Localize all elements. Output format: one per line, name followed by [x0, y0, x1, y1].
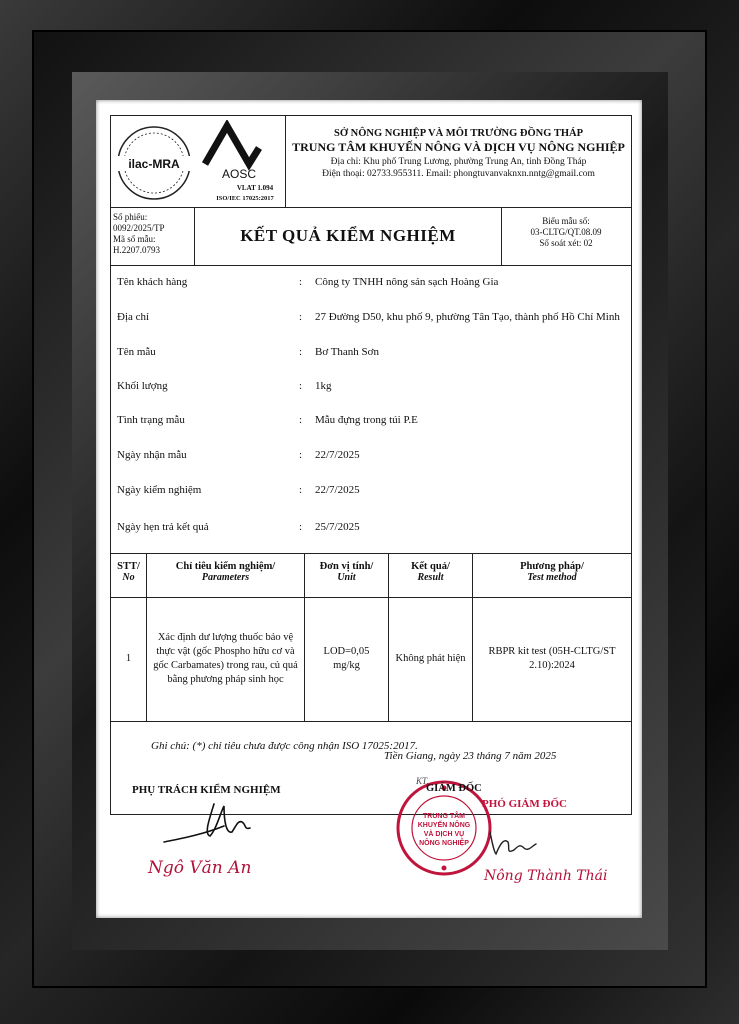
sample-info: [111, 265, 631, 554]
info-value: Bơ Thanh Sơn: [315, 346, 379, 358]
header-unit: Đơn vị tính/ Unit: [305, 553, 389, 597]
form-info: [501, 207, 631, 265]
cell-method: RBPR kit test (05H-CLTG/ST 2.10):2024: [488, 646, 616, 671]
sample-code: H.2207.0793: [113, 245, 160, 255]
organization-info: [286, 116, 631, 207]
info-row: [111, 521, 631, 541]
center-name: TRUNG TÂM KHUYẾN NÔNG VÀ DỊCH VỤ NÔNG NGHIỆP: [292, 140, 625, 154]
footnote: Ghi chú: (*) chỉ tiêu chưa được công nhận ISO 17025:2017.: [151, 740, 418, 752]
vice-director-name: Nông Thành Thái: [484, 868, 608, 884]
ticket-number: 0092/2025/TP: [113, 223, 165, 233]
header-method: Phương pháp/ Test method: [520, 561, 584, 583]
info-row: [111, 414, 631, 434]
info-value: 25/7/2025: [315, 521, 360, 533]
info-row: [111, 484, 631, 504]
form-number: 03-CLTG/QT.08.09: [530, 227, 602, 237]
svg-text:VÀ DỊCH VỤ: VÀ DỊCH VỤ: [423, 831, 465, 838]
info-row: [111, 276, 631, 296]
cell-result: Không phát hiện: [389, 597, 473, 721]
info-label: Tên mẫu: [117, 346, 156, 358]
table-row: [111, 597, 631, 721]
test-result-document: [110, 115, 632, 815]
aosc-logo-text: AOSC: [221, 167, 257, 181]
responsible-title: PHỤ TRÁCH KIỂM NGHIỆM: [132, 784, 281, 796]
info-value: 22/7/2025: [315, 484, 360, 496]
info-label: Ngày nhận mẫu: [117, 449, 187, 461]
info-row: [111, 449, 631, 469]
accreditation-logos: [111, 116, 286, 207]
svg-text:KHUYẾN NÔNG: KHUYẾN NÔNG: [417, 822, 471, 829]
svg-text:TRUNG TÂM: TRUNG TÂM: [423, 813, 465, 820]
vice-director-title: PHÓ GIÁM ĐỐC: [482, 798, 567, 810]
organization-address: Địa chỉ: Khu phố Trung Lương, phường Trung An, tỉnh Đồng Tháp: [330, 157, 587, 167]
header-parameters: Chỉ tiêu kiểm nghiệm/ Parameters: [147, 553, 305, 597]
info-colon: :: [299, 449, 303, 461]
info-label: Tên khách hàng: [117, 276, 188, 288]
table-header: [111, 553, 631, 598]
results-table: [111, 553, 631, 722]
ilac-logo-text: ilac-MRA: [128, 157, 180, 171]
info-value: 27 Đường D50, khu phố 9, phường Tân Tạo, thành phố Hồ Chí Minh: [315, 311, 620, 323]
director-title: GIÁM ĐỐC: [426, 783, 482, 794]
document-header: [111, 116, 631, 208]
cell-unit: LOD=0,05 mg/kg: [305, 597, 389, 721]
cell-parameter: Xác định dư lượng thuốc bảo vệ thực vật (gốc Phospho hữu cơ và gốc Carbamates) trong rau, củ quả bằng phương pháp sinh học: [147, 597, 305, 721]
info-colon: :: [299, 346, 303, 358]
sample-code-label: Mã số mẫu:: [113, 234, 156, 244]
header-no: STT/ No: [111, 553, 147, 597]
info-colon: :: [299, 521, 303, 533]
info-value: 1kg: [315, 380, 332, 392]
accreditation-standard: ISO/IEC 17025:2017: [216, 195, 274, 202]
vice-director-signature: [484, 824, 564, 860]
certificate-paper: [96, 100, 642, 918]
info-row: [111, 380, 631, 400]
info-label: Khối lượng: [117, 380, 168, 392]
info-label: Ngày hẹn trả kết quả: [117, 521, 209, 533]
ticket-label: Số phiếu:: [113, 212, 148, 222]
info-value: Công ty TNHH nông sản sạch Hoàng Gia: [315, 276, 499, 288]
info-row: [111, 346, 631, 366]
info-label: Địa chỉ: [117, 311, 150, 323]
document-title: KẾT QUẢ KIỂM NGHIỆM: [195, 207, 502, 265]
info-label: Ngày kiểm nghiệm: [117, 484, 202, 496]
revision-number: Số soát xét: 02: [539, 238, 593, 248]
info-label: Tình trạng mẫu: [117, 414, 185, 426]
form-label: Biểu mẫu số:: [542, 216, 590, 226]
info-colon: :: [299, 380, 303, 392]
responsible-name: Ngô Văn An: [148, 858, 252, 878]
header-result: Kết quả/ Result: [389, 553, 473, 597]
organization-contact: Điện thoại: 02733.955311. Email: phongtuvanvaknxn.nntg@gmail.com: [322, 169, 595, 179]
place-date: Tiền Giang, ngày 23 tháng 7 năm 2025: [384, 750, 557, 762]
info-colon: :: [299, 276, 303, 288]
info-colon: :: [299, 414, 303, 426]
aosc-logo: [197, 120, 283, 206]
accreditation-code: VLAT 1.094: [236, 184, 274, 192]
ilac-mra-logo: [115, 124, 193, 202]
responsible-signature: [154, 790, 264, 850]
info-row: [111, 311, 631, 331]
department-name: SỞ NÔNG NGHIỆP VÀ MÔI TRƯỜNG ĐỒNG THÁP: [333, 128, 583, 139]
info-value: 22/7/2025: [315, 449, 360, 461]
title-row: [111, 207, 631, 266]
info-colon: :: [299, 484, 303, 496]
info-colon: :: [299, 311, 303, 323]
svg-text:NÔNG NGHIỆP: NÔNG NGHIỆP: [419, 840, 469, 847]
ticket-info: [111, 207, 195, 265]
director-prefix: KT.: [416, 776, 429, 786]
info-value: Mẫu đựng trong túi P.E: [315, 414, 418, 426]
cell-no: 1: [111, 597, 147, 721]
